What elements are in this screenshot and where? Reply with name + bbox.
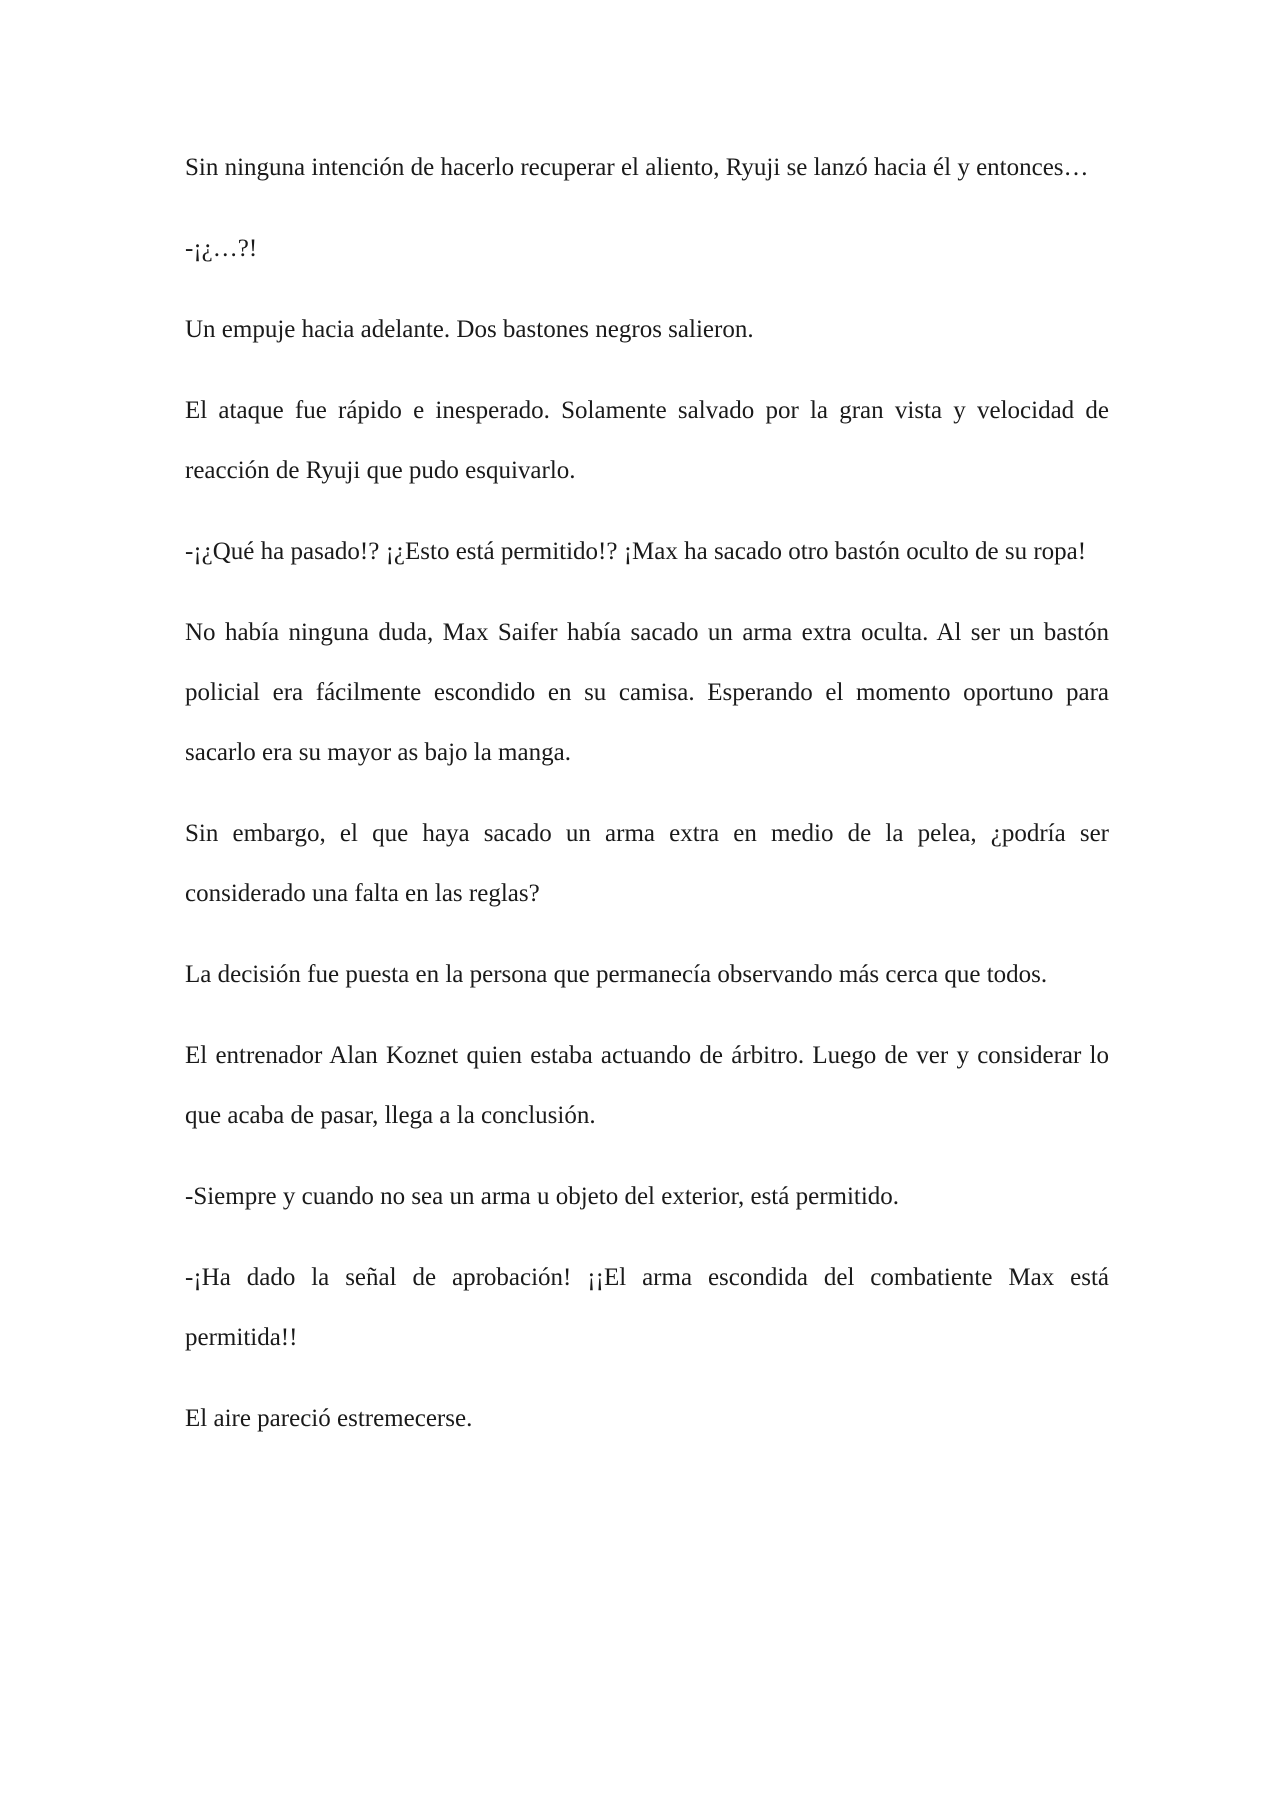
paragraph: El entrenador Alan Koznet quien estaba actuando de árbitro. Luego de ver y considerar lo que acaba de pasar, llega a la conclusión. <box>185 1042 1109 1129</box>
paragraph: Sin ninguna intención de hacerlo recuperar el aliento, Ryuji se lanzó hacia él y entonces… <box>185 154 1089 181</box>
paragraph: Un empuje hacia adelante. Dos bastones negros salieron. <box>185 316 754 343</box>
document-body <box>185 138 1109 1470</box>
paragraph: El aire pareció estremecerse. <box>185 1405 473 1432</box>
paragraph: -Siempre y cuando no sea un arma u objeto del exterior, está permitido. <box>185 1183 900 1210</box>
paragraph: -¡Ha dado la señal de aprobación! ¡¡El arma escondida del combatiente Max está permitida!! <box>185 1264 1109 1351</box>
paragraph: -¡¿Qué ha pasado!? ¡¿Esto está permitido!? ¡Max ha sacado otro bastón oculto de su ropa! <box>185 538 1087 565</box>
paragraph: Sin embargo, el que haya sacado un arma extra en medio de la pelea, ¿podría ser considerado una falta en las reglas? <box>185 820 1109 907</box>
paragraph: El ataque fue rápido e inesperado. Solamente salvado por la gran vista y velocidad de reacción de Ryuji que pudo esquivarlo. <box>185 397 1109 484</box>
paragraph: La decisión fue puesta en la persona que permanecía observando más cerca que todos. <box>185 961 1048 988</box>
paragraph: -¡¿…?! <box>185 235 258 262</box>
paragraph: No había ninguna duda, Max Saifer había sacado un arma extra oculta. Al ser un bastón policial era fácilmente escondido en su camisa. Esperando el momento oportuno para sacarlo era su mayor as bajo la manga. <box>185 619 1109 766</box>
